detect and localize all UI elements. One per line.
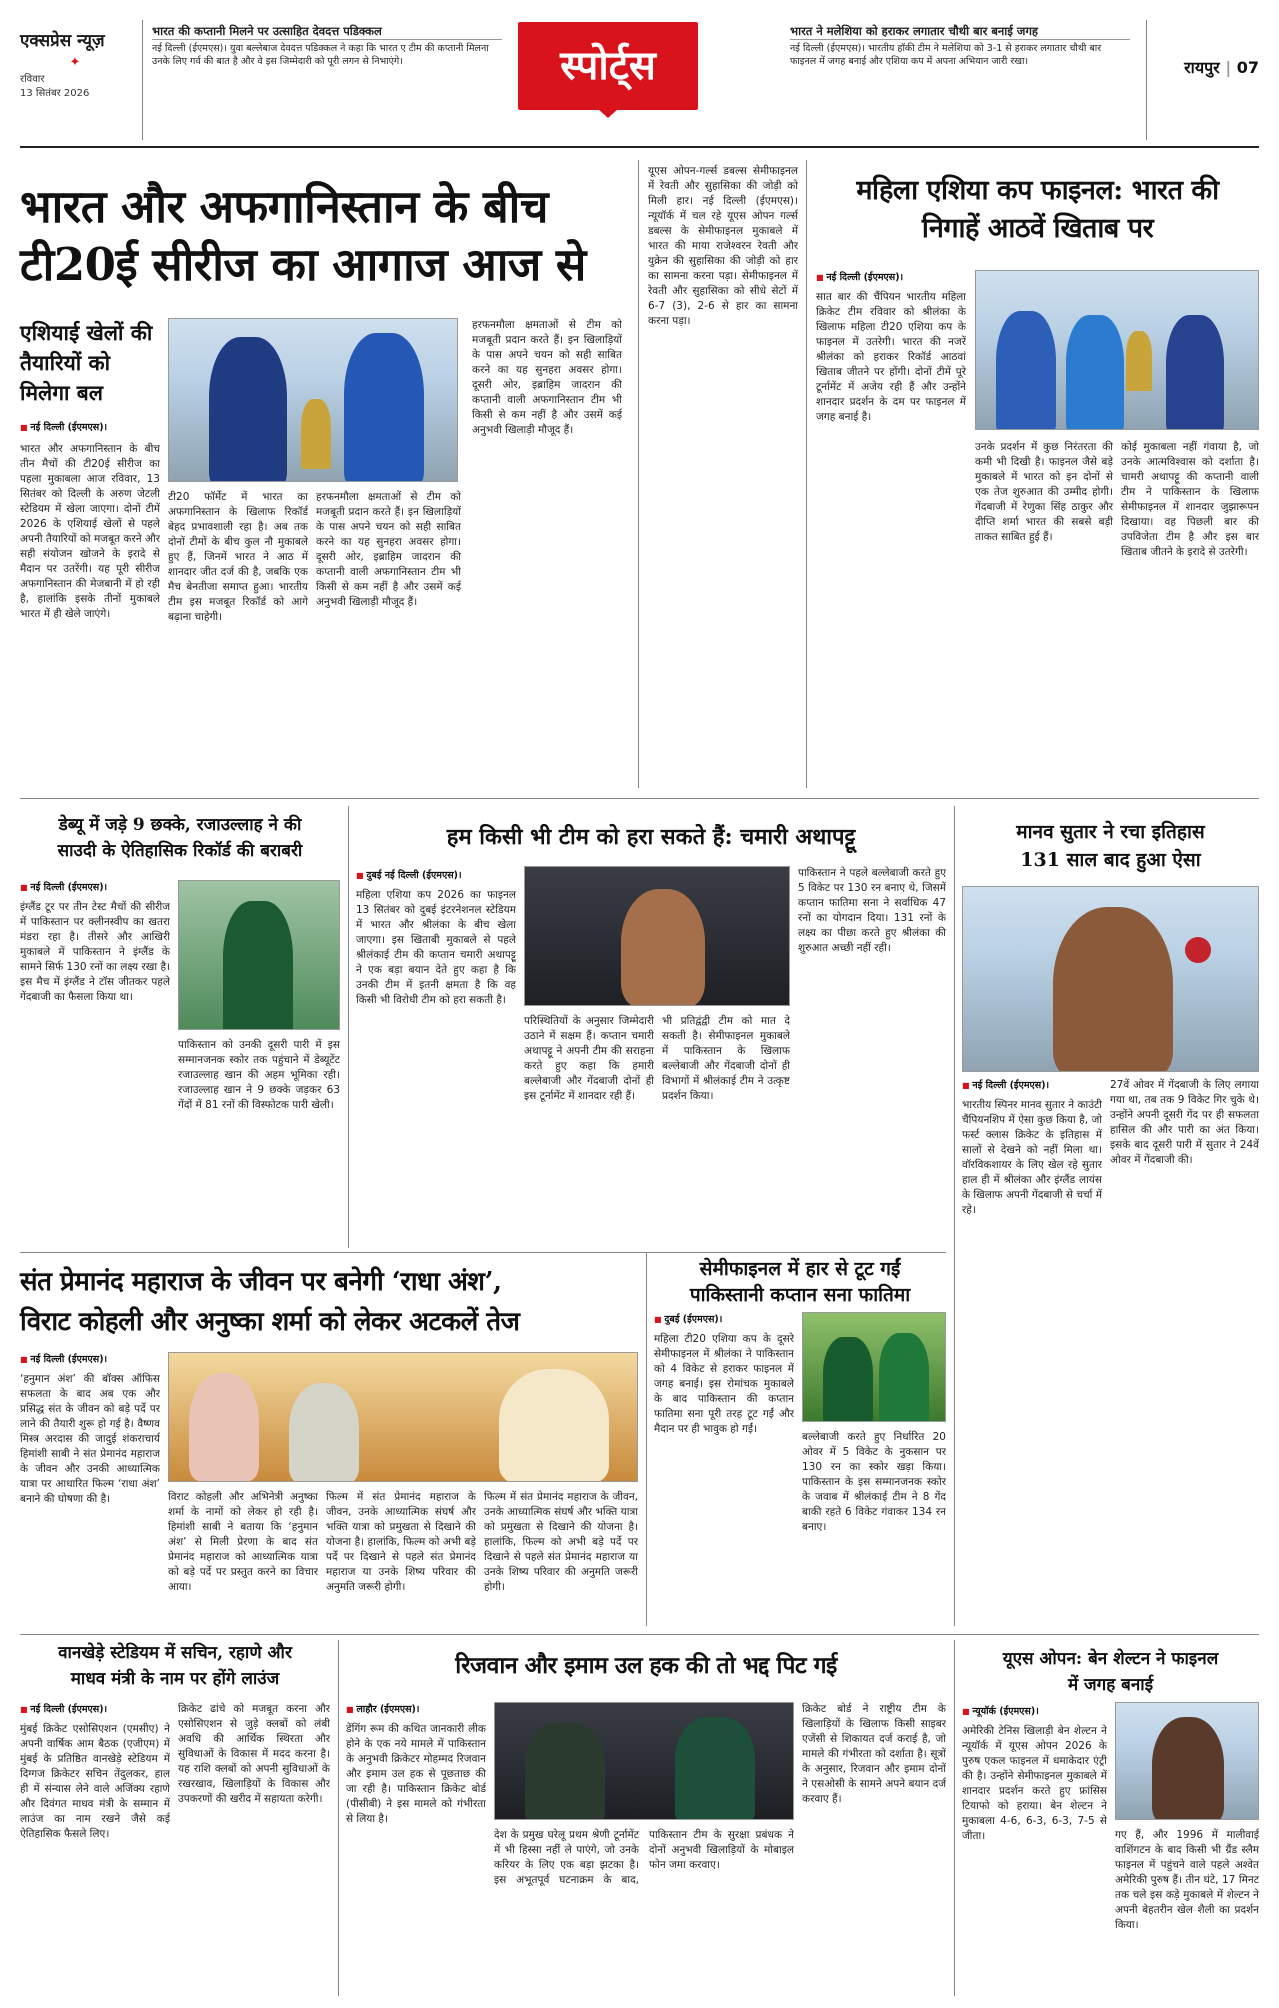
radha-photo [168,1352,638,1482]
divider [20,1252,946,1253]
shelton-portrait [1152,1717,1224,1820]
masthead-day: रविवार [20,74,45,85]
wankhede-byline-text: ■ नई दिल्ली (ईएमएस)। [20,1702,170,1715]
player-india [344,333,424,482]
debut-headline[interactable] [20,812,340,864]
manav-byline [962,1078,1102,1095]
lead-side-headline[interactable]: एशियाई खेलों की तैयारियों को मिलेगा बल [20,320,153,405]
rizwan-col-3: क्रिकेट बोर्ड ने राष्ट्रीय टीम के खिलाड़ियों के खिलाफ किसी साइबर एजेंसी से शिकायत दर्ज कराई है, जो मामले की गंभीरता को दर्शाता है। सूत्रों के अनुसार, रिजवान और इमाम दोनों ने एसओसी के सामने अपने बयान दर्ज करवाए हैं। [802,1703,946,1805]
trophy-icon [301,399,331,469]
radha-byline-text: ■ नई दिल्ली (ईएमएस)। [20,1352,160,1365]
divider [20,1634,1259,1635]
rizwan-photo [494,1702,794,1820]
sana-headline-line-2[interactable]: पाकिस्तानी कप्तान सना फातिमा [689,1284,911,1306]
page-number: 07 [1236,58,1259,77]
lead-headline-line-2[interactable]: टी20ई सीरीज का आगाज आज से [20,238,586,291]
anushka-figure [189,1373,259,1481]
player-pakistan [223,901,293,1030]
edition-city: रायपुर [1184,58,1220,77]
divider [142,20,143,140]
chamari-col-1: महिला एशिया कप 2026 का फाइनल 13 सितंबर को दुबई इंटरनेशनल स्टेडियम में भारत और श्रीलंका के बीच खेला जाएगा। इस खिताबी मुकाबले से पहले श्रीलंकाई टीम की कप्तान चमारी अथापट्टू ने एक बड़ा बयान देते हुए कहा है कि उनकी टीम में इतनी क्षमता है कि वह किसी भी विरोधी टीम को हरा सकती है। [356,889,516,1006]
shelton-col-1: अमेरिकी टेनिस खिलाड़ी बेन शेल्टन ने न्यूयॉर्क में यूएस ओपन 2026 के पुरुष एकल फाइनल में धमाकेदार एंट्री की है। उन्होंने सेमीफाइनल मुकाबले में शानदार प्रदर्शन करते हुए फ्रांसिस टियाफो को हराया। बेन शेल्टन ने मुकाबला 4-6, 6-3, 6-3, 7-5 से जीता। [962,1725,1107,1842]
player-india [1066,315,1124,430]
women-asia-col-3: कोई मुकाबला नहीं गंवाया है, जो उनके आत्मविश्वास को दर्शाता है। चामरी अथापट्टू की कप्तानी वाली टीम ने पाकिस्तान के खिलाफ सेमीफाइनल में शानदार जुझारूपन दिखाया। वह पिछली बार की उपविजेता टीम है और इस बार खिताब जीतने के इरादे से उतरेगी। [1121,441,1259,558]
debut-byline [20,880,170,897]
sana-col-2: बल्लेबाजी करते हुए निर्धारित 20 ओवर में 5 विकेट के नुकसान पर 130 रन का स्कोर खड़ा किया। पाकिस्तान के इस सम्मानजनक स्कोर के जवाब में श्रीलंकाई टीम ने 8 गेंद बाकी रहते 6 विकेट गंवाकर 134 रन बनाए। [802,1431,946,1533]
divider [806,160,807,788]
brand-logo-icon: ✦ [69,55,81,70]
sana-col-1: महिला टी20 एशिया कप के दूसरे सेमीफाइनल में श्रीलंका ने पाकिस्तान को 4 विकेट से हराकर फाइनल में जगह बनाई। इस रोमांचक मुकाबले के बाद पाकिस्तान की कप्तान फातिमा सना पूरी तरह टूट गईं और मैदान पर ही भावुक हो गईं। [654,1333,794,1435]
radha-headline[interactable] [20,1262,650,1342]
chamari-byline [356,868,516,885]
divider [338,1640,339,1996]
chamari-photo [524,866,790,1006]
shelton-byline [962,1704,1107,1721]
debut-col-2: पाकिस्तान को उनकी दूसरी पारी में इस सम्मानजनक स्कोर तक पहुंचाने में डेब्यूटेंट रजाउल्लाह खान की अहम भूमिका रही। रजाउल्लाह खान ने 9 छक्के जड़कर 63 गेंदों में 81 रनों की विस्फोटक पारी खेली। [178,1039,340,1111]
masthead-date: 13 सितंबर 2026 [20,88,90,99]
shelton-headline-line-1[interactable]: यूएस ओपन: बेन शेल्टन ने फाइनल [1002,1649,1219,1669]
lead-byline-text: ■ नई दिल्ली (ईएमएस)। [20,420,160,433]
chamari-headline[interactable]: हम किसी भी टीम को हरा सकते हैं: चमारी अथापट्टू [446,824,856,850]
lead-byline [20,420,160,437]
debut-byline-text: ■ नई दिल्ली (ईएमएस)। [20,880,170,893]
player-pakistan [879,1333,929,1422]
imam-figure [675,1717,755,1820]
teaser-left-text: नई दिल्ली (ईएमएस)। युवा बल्लेबाज देवदत्त पडिक्कल ने कहा कि भारत ए टीम की कप्तानी मिलना उनके लिए गर्व की बात है और वे इस जिम्मेदारी को पूरी लगन से निभाएंगे। [152,43,489,67]
chamari-col-4: पाकिस्तान ने पहले बल्लेबाजी करते हुए 5 विकेट पर 130 रन बनाए थे, जिसमें कप्तान फातिमा सना ने सर्वाधिक 47 रनों का योगदान दिया। 131 रनों के लक्ष्य का पीछा करते हुए श्रीलंका की शुरुआत अच्छी नहीं रही। [798,867,946,954]
rizwan-col-2: देश के प्रमुख घरेलू प्रथम श्रेणी टूर्नामेंट में भी हिस्सा नहीं ले पाएंगे, जो उनके करियर के लिए एक बड़ा झटका है। इस अभूतपूर्व घटनाक्रम के बाद, पाकिस्तान टीम के सुरक्षा प्रबंधक ने दोनों अनुभवी खिलाड़ियों के मोबाइल फोन जमा करवाए। [494,1829,794,1886]
radha-col-2b: फिल्म में संत प्रेमानंद महाराज के जीवन, उनके आध्यात्मिक संघर्ष और भक्ति यात्रा को प्रमुखता से दिखाने की योजना है। हालांकि, फिल्म को अभी बड़े पर्दे पर दिखाने से पहले संत प्रेमानंद महाराज या उनके शिष्य परिवार की अनुमति जरूरी होगी। [326,1491,476,1593]
saint-figure [499,1369,609,1482]
lead-headline[interactable] [20,178,640,294]
cricket-ball-icon [1185,937,1211,963]
teaser-left[interactable] [152,24,502,136]
women-asia-col-2: उनके प्रदर्शन में कुछ निरंतरता की कमी भी दिखी है। फाइनल जैसे बड़े मुकाबले में भारत को इन दोनों से एक तेज शुरुआत की उम्मीद होगी। गेंदबाजी में रेणुका सिंह ठाकुर और दीप्ति शर्मा भारत की सबसे बड़ी ताकत साबित हुई हैं। [975,441,1113,543]
lead-col-3: हरफनमौला क्षमताओं से टीम को मजबूती प्रदान करते हैं। इन खिलाड़ियों के पास अपने चयन को सही साबित करने का यह सुनहरा अवसर होगा। दूसरी ओर, इब्राहिम जादरान की कप्तानी वाली अफगानिस्तान टीम भी किसी से कम नहीं है और उसमें कई अनुभवी खिलाड़ी मौजूद हैं। [472,319,622,436]
women-asia-photo [975,270,1259,430]
chamari-portrait [621,889,705,1006]
women-asia-byline [816,270,966,287]
virat-figure [289,1383,359,1482]
radha-byline [20,1352,160,1369]
sana-byline-text: ■ दुबई (ईएमएस)। [654,1312,794,1325]
manav-headline-line-2[interactable]: 131 साल बाद हुआ ऐसा [1020,849,1201,871]
divider [954,806,955,1626]
rizwan-byline-text: ■ लाहौर (ईएमएस)। [346,1702,486,1715]
rizwan-figure [525,1723,605,1820]
manav-photo [962,886,1259,1072]
teaser-right[interactable] [790,24,1130,136]
manav-headline[interactable] [962,818,1259,874]
divider [348,806,349,1248]
lead-col-2: टी20 फॉर्मेट में भारत का अफगानिस्तान के खिलाफ रिकॉर्ड बेहद प्रभावशाली रहा है। अब तक दोनों टीमों के बीच कुल नौ मुकाबले हुए हैं, जिनमें भारत ने आठ में शानदार जीत दर्ज की है, जबकि एक मैच बेनतीजा समाप्त हुआ। भारतीय टीम इस मजबूत रिकॉर्ड को आगे बढ़ाना चाहेगी। [168,491,308,623]
chamari-byline-text: ■ दुबई नई दिल्ली (ईएमएस)। [356,868,516,881]
sana-byline [654,1312,794,1329]
player-pakistan [823,1337,873,1422]
masthead-rule [20,146,1259,148]
divider [1146,20,1147,140]
trophy-icon [1126,331,1152,391]
debut-col-1: इंग्लैंड टूर पर तीन टेस्ट मैचों की सीरीज में पाकिस्तान पर क्लीनस्वीप का खतरा मंडरा रहा है। तीसरे और आखिरी मुकाबले में पाकिस्तान ने इंग्लैंड के सामने सिर्फ 130 रनों का लक्ष्य रखा है। इस मैच में इंग्लैंड ने टॉस जीतकर पहले गेंदबाजी का फैसला किया था। [20,901,170,1003]
debut-headline-line-1[interactable]: डेब्यू में जड़े 9 छक्के, रजाउल्लाह ने की [58,815,302,835]
debut-photo [178,880,340,1030]
shelton-headline-line-2[interactable]: में जगह बनाई [1067,1675,1154,1695]
shelton-headline[interactable] [962,1646,1259,1698]
chamari-col-2: परिस्थितियों के अनुसार जिम्मेदारी उठाने में सक्षम हैं। कप्तान चमारी अथापट्टू ने अपनी टीम की सराहना करते हुए कहा कि हमारी बल्लेबाजी और गेंदबाजी दोनों ही इस टूर्नामेंट में शानदार रही हैं। [524,1015,654,1102]
lead-headline-line-1[interactable]: भारत और अफगानिस्तान के बीच [20,180,548,233]
player-india-captain [996,311,1056,430]
radha-col-3: फिल्म में संत प्रेमानंद महाराज के जीवन, उनके आध्यात्मिक संघर्ष और भक्ति यात्रा को प्रमुखता से दिखाने की योजना है। हालांकि, फिल्म को अभी बड़े पर्दे पर दिखाने से पहले संत प्रेमानंद महाराज या उनके शिष्य परिवार की अनुमति जरूरी होगी। [484,1491,638,1593]
shelton-photo [1115,1702,1259,1820]
player-afghanistan [209,337,287,482]
manav-col-2: 27वें ओवर में गेंदबाजी के लिए लगाया गया था, तब तक 9 विकेट गिर चुके थे। उन्होंने अपनी दूसरी गेंद पर ही सफलता हासिल की और पारी का अंत किया। इसके बाद दूसरी पारी में सुतार ने 24वें ओवर में गेंदबाजी की। [1110,1079,1259,1166]
wankhede-headline-line-2[interactable]: माधव मंत्री के नाम पर होंगे लाउंज [70,1669,280,1689]
lead-photo [168,318,458,482]
women-asia-headline[interactable] [816,172,1259,248]
manav-byline-text: ■ नई दिल्ली (ईएमएस)। [962,1078,1102,1091]
divider [954,1640,955,1996]
women-asia-headline-line-2[interactable]: निगाहें आठवें खिताब पर [921,213,1154,244]
player-sri-lanka [1166,315,1224,430]
sana-photo [802,1312,946,1422]
sana-headline-line-1[interactable]: सेमीफाइनल में हार से टूट गईं [699,1258,901,1280]
manav-headline-line-1[interactable]: मानव सुतार ने रचा इतिहास [1016,821,1205,843]
teaser-right-headline[interactable]: भारत ने मलेशिया को हराकर लगातार चौथी बार बनाई जगह [790,24,1130,40]
wankhede-byline [20,1702,170,1719]
radha-col-1: ‘हनुमान अंश’ की बॉक्स ऑफिस सफलता के बाद अब एक और प्रसिद्ध संत के जीवन को बड़े पर्दे पर लाने की तैयारी शुरू हो गई है। वैष्णव मिस्त्र अरदास की जादुई शंकराचार्य हिमांशी साबी ने संत प्रेमानंद महाराज के जीवन और उनकी आध्यात्मिक यात्रा पर आधारित फिल्म ‘राधा अंश’ बनाने की घोषणा की है। [20,1373,160,1505]
rizwan-byline [346,1702,486,1719]
manav-portrait [1053,907,1173,1072]
debut-headline-line-2[interactable]: साउदी के ऐतिहासिक रिकॉर्ड की बराबरी [57,841,303,861]
rizwan-headline[interactable]: रिजवान और इमाम उल हक की तो भद्द पिट गई [455,1652,837,1679]
wankhede-col-2: क्रिकेट ढांचे को मजबूत करना और एसोसिएशन से जुड़े क्लबों को लंबी अवधि की आर्थिक स्थिरता और सुविधाओं के विकास में मदद करना है। यह राशि क्लबों को अपनी सुविधाओं के रखरखाव, खिलाड़ियों के विकास और उपकरणों की खरीद में सहायता करेगी। [178,1703,330,1805]
wankhede-headline[interactable] [20,1640,330,1692]
radha-headline-line-1[interactable]: संत प्रेमानंद महाराज के जीवन पर बनेगी ‘राधा अंश’, [20,1267,502,1297]
lead-col-2b: हरफनमौला क्षमताओं से टीम को मजबूती प्रदान करते हैं। इन खिलाड़ियों के पास अपने चयन को सही साबित करने का यह सुनहरा अवसर होगा। दूसरी ओर, इब्राहिम जादरान की कप्तानी वाली अफगानिस्तान टीम भी किसी से कम नहीं है और उसमें कई अनुभवी खिलाड़ी मौजूद हैं। [316,491,461,608]
women-asia-headline-line-1[interactable]: महिला एशिया कप फाइनल: भारत की [856,175,1219,206]
shelton-byline-text: ■ न्यूयॉर्क (ईएमएस)। [962,1704,1107,1717]
radha-col-2: विराट कोहली और अभिनेत्री अनुष्का शर्मा के नामों को लेकर हो रही है। हिमांशी साबी ने बताया कि ‘हनुमान अंश’ से मिली प्रेरणा के बाद संत प्रेमानंद महाराज को आध्यात्मिक यात्रा को बड़े पर्दे पर प्रस्तुत करने का विचार आया। [168,1491,318,1593]
masthead-left [20,28,130,101]
us-open-doubles-brief: यूएस ओपन-गर्ल्स डबल्स सेमीफाइनल में रेवती और सुहासिका की जोड़ी को मिली हार। नई दिल्ली (ईएमएस)। न्यूयॉर्क में चल रहे यूएस ओपन गर्ल्स डबल्स के सेमीफाइनल मुकाबले में भारत की माया राजेश्वरन रेवती और युक्रेन की सुहासिका की जोड़ी को हार का सामना करना पड़ा। सेमीफाइनल में रेवती और सुहासिका को सीधे सेटों में 6-7 (3), 2-6 से हार का सामना करना पड़ा। [648,165,798,327]
divider [20,798,1259,799]
wankhede-headline-line-1[interactable]: वानखेड़े स्टेडियम में सचिन, रहाणे और [58,1643,292,1663]
edition-label: रायपुर | 07 [1184,58,1259,77]
divider [638,160,639,788]
chamari-col-3: भी प्रतिद्वंद्वी टीम को मात दे सकती है। सेमीफाइनल मुकाबले में पाकिस्तान के खिलाफ बल्लेबाजी और गेंदबाजी दोनों ही विभागों में श्रीलंकाई टीम ने उत्कृष्ट प्रदर्शन किया। [662,1015,790,1102]
brand-name: एक्सप्रेस न्यूज़ [20,31,105,51]
section-title: स्पोर्ट्स [518,22,698,110]
rizwan-col-1: डेंगिंग रूम की कथित जानकारी लीक होने के एक नये मामले में पाकिस्तान के अनुभवी क्रिकेटर मोहम्मद रिजवान और इमाम उल हक से पूछताछ की जा रही है। पाकिस्तान क्रिकेट बोर्ड (पीसीबी) ने इस मामले को गंभीरता से लिया है। [346,1723,486,1825]
divider [646,1252,647,1626]
wankhede-col-1: मुंबई क्रिकेट एसोसिएशन (एमसीए) ने अपनी वार्षिक आम बैठक (एजीएम) में मुंबई के प्रतिष्ठित वानखेड़े स्टेडियम में दिग्गज क्रिकेटर सचिन तेंदुलकर, हाल ही में संन्यास लेने वाले अजिंक्य रहाणे और दिवंगत माधव मंत्री के सम्मान में लाउंज का नाम रखने जैसे कई ऐतिहासिक फैसले लिए। [20,1723,170,1840]
sana-headline[interactable] [654,1256,946,1308]
lead-col-1: भारत और अफगानिस्तान के बीच तीन मैचों की टी20ई सीरीज का पहला मुकाबला आज रविवार, 13 सितंबर को दिल्ली के अरुण जेटली स्टेडियम में खेला जाएगा। दोनों टीमें 2026 के एशियाई खेलों से पहले अपनी तैयारियों को मजबूत करने और सही संयोजन खोजने के इरादे से मैदान पर उतरेंगी। यह पूरी सीरीज अफगानिस्तान की मेजबानी में हो रही है, हालांकि इसके तीनों मुकाबले भारत में ही खेले जाएंगे। [20,443,160,620]
manav-col-1: भारतीय स्पिनर मानव सुतार ने काउंटी चैंपियनशिप में ऐसा कुछ किया है, जो फर्स्ट क्लास क्रिकेट के इतिहास में सालों से देखने को नहीं मिला था। वॉरविकशायर के लिए खेल रहे सुतार हाल ही में श्रीलंका और इंग्लैंड लायंस के खिलाफ अपनी गेंदबाजी से चर्चा में रहे। [962,1099,1102,1216]
women-asia-byline-text: ■ नई दिल्ली (ईएमएस)। [816,270,966,283]
women-asia-col-1: सात बार की चैंपियन भारतीय महिला क्रिकेट टीम रविवार को श्रीलंका के खिलाफ महिला टी20 एशिया कप के फाइनल में उतरेगी। भारत की नजरें श्रीलंका को हराकर रिकॉर्ड आठवां खिताब जीतने पर होंगी। दोनों टीमें पूरे टूर्नामेंट में अजेय रही हैं और उन्होंने शानदार प्रदर्शन के दम पर फाइनल में जगह बनाई है। [816,291,966,423]
shelton-col-2: गए हैं, और 1996 में मालीवाई वाशिंगटन के बाद किसी भी ग्रैंड स्लैम फाइनल में पहुंचने वाले पहले अश्वेत अमेरिकी पुरुष हैं। तीन घंटे, 17 मिनट तक चले इस कड़े मुकाबले में शेल्टन ने अपनी बेहतरीन खेल शैली का प्रदर्शन किया। [1115,1829,1259,1931]
teaser-right-text: नई दिल्ली (ईएमएस)। भारतीय हॉकी टीम ने मलेशिया को 3-1 से हराकर लगातार चौथी बार फाइनल में जगह बनाई और एशिया कप में अपना अभियान जारी रखा। [790,43,1102,67]
teaser-left-headline[interactable]: भारत की कप्तानी मिलने पर उत्साहित देवदत्त पडिक्कल [152,24,502,40]
radha-headline-line-2[interactable]: विराट कोहली और अनुष्का शर्मा को लेकर अटकलें तेज [20,1307,520,1337]
